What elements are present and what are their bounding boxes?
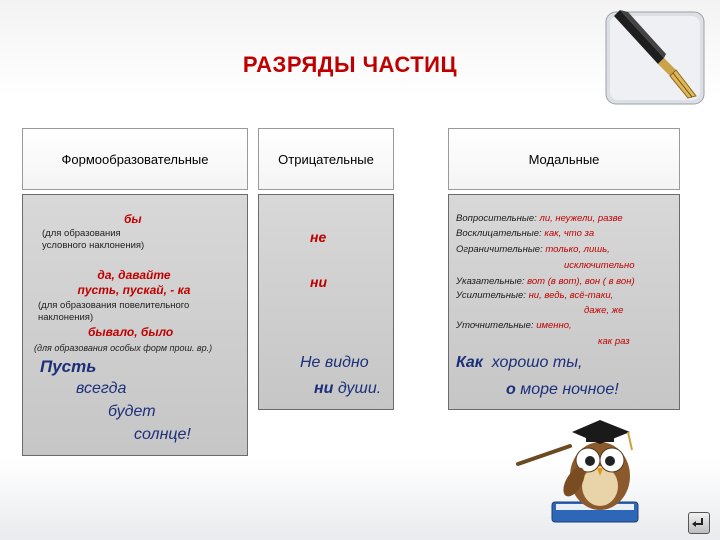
modal-row-specify-cont: как раз (598, 336, 630, 347)
header-negative-label: Отрицательные (278, 151, 374, 167)
example-formative-3: будет (108, 403, 156, 420)
example-negative-2: ни души. (314, 380, 382, 397)
modal-row-limit: Ограничительные: только, лишь, (456, 244, 610, 255)
modal-row-indicate: Указательные: вот (в вот), вон ( в вон) (456, 276, 635, 287)
return-nav-icon[interactable] (688, 512, 710, 534)
modal-row-intensify: Усилительные: ни, ведь, всё-таки, (456, 290, 614, 301)
column-negative (258, 194, 394, 410)
example-modal-2: о море ночное! (506, 381, 619, 398)
particle-by: бы (124, 212, 142, 226)
header-negative (258, 128, 394, 190)
fountain-pen-icon (600, 2, 712, 114)
modal-row-exclaim: Восклицательные: как, что за (456, 228, 595, 239)
example-negative-1: Не видно (300, 354, 369, 371)
example-formative-1: Пусть (40, 357, 97, 376)
modal-row-limit-cont: исключительно (564, 260, 635, 271)
slide-title: РАЗРЯДЫ ЧАСТИЦ (242, 52, 458, 77)
modal-row-specify: Уточнительные: именно, (456, 320, 572, 331)
owl-graduate-icon (512, 404, 652, 528)
particle-ne: не (310, 229, 327, 245)
particle-ni: ни (310, 274, 328, 290)
example-modal-1: Как хорошо ты, (456, 354, 583, 371)
header-formative (22, 128, 248, 190)
note-past: (для образования особых форм прош. вр.) (34, 343, 213, 353)
example-formative-2: всегда (76, 380, 127, 397)
particles-imperative: да, давайте пусть, пускай, - ка (77, 268, 191, 297)
modal-row-question: Вопросительные: ли, неужели, разве (456, 213, 623, 224)
example-formative-4: солнце! (134, 426, 191, 443)
header-modal (448, 128, 680, 190)
note-by: (для образования условного наклонения) (42, 228, 145, 251)
modal-row-intensify-cont: даже, же (584, 305, 624, 316)
header-formative-label: Формообразовательные (61, 151, 209, 167)
particles-past: бывало, было (88, 325, 174, 339)
column-modal (448, 194, 680, 410)
note-imperative: (для образования повелительного наклонения) (38, 300, 190, 323)
header-modal-label: Модальные (528, 151, 600, 167)
